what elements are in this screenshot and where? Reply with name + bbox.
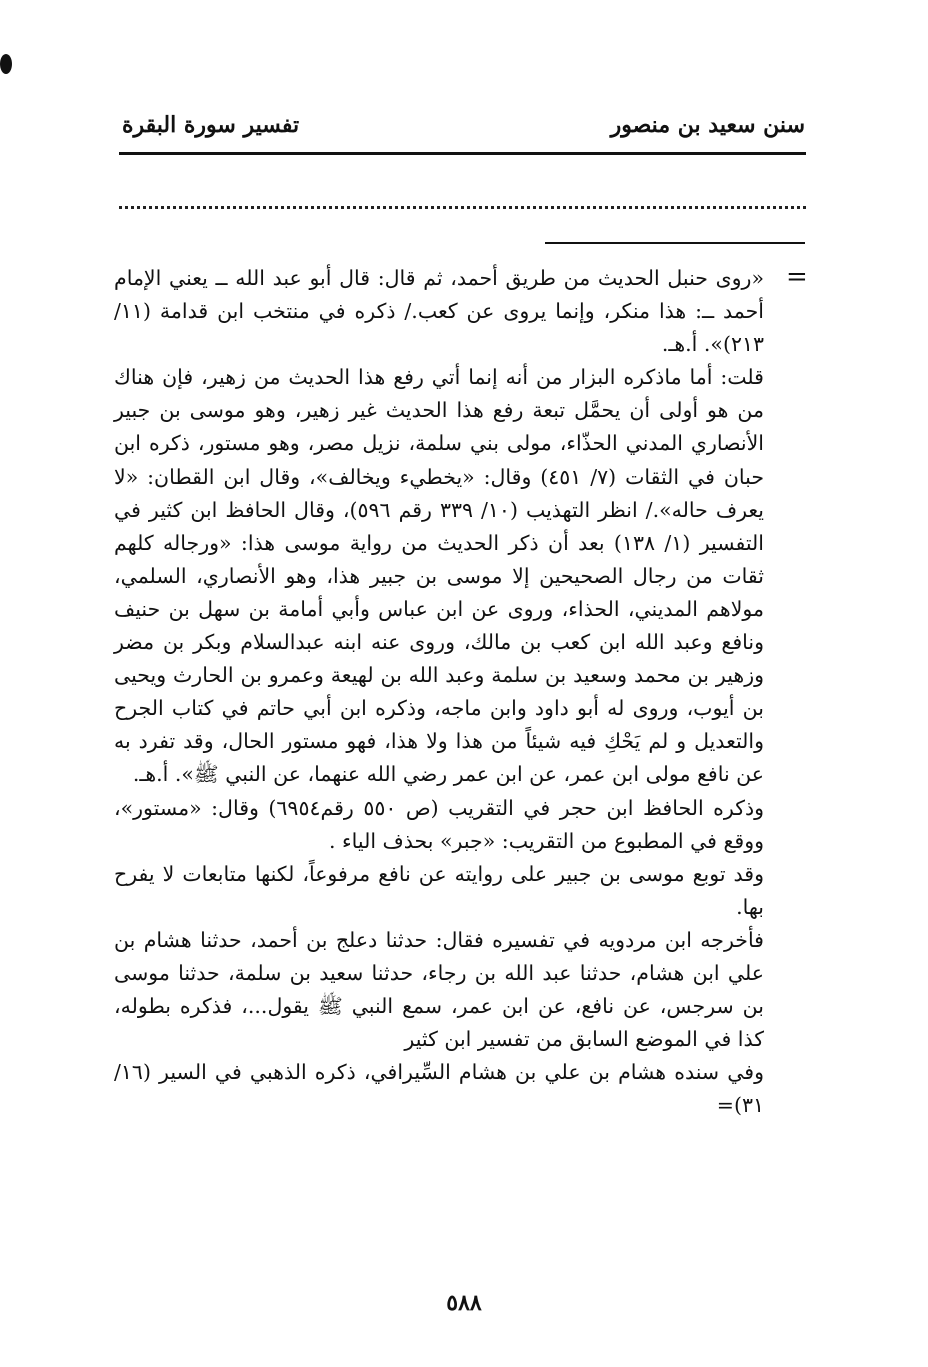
page-number: ٥٨٨ xyxy=(446,1290,482,1316)
dotted-separator xyxy=(119,206,806,209)
book-title-header: سنن سعيد بن منصور xyxy=(610,112,805,138)
footnote-paragraph: «روى حنبل الحديث من طريق أحمد، ثم قال: قال أبو عبد الله ــ يعني الإمام أحمد ــ: هذا منكر، وإنما يروى عن كعب./ ذكره في منتخب ابن قدامة (١١/ ٢١٣)». أ.هـ. xyxy=(114,266,764,357)
footnote-continuation-mark: = xyxy=(786,262,808,292)
chapter-title-header: تفسير سورة البقرة xyxy=(122,112,300,138)
footnote-divider xyxy=(545,242,805,244)
binding-mark xyxy=(0,54,12,74)
header-divider xyxy=(119,152,806,155)
footnote-paragraph: وذكره الحافظ ابن حجر في التقريب (ص ٥٥٠ رقم٦٩٥٤) وقال: «مستور»، ووقع في المطبوع من التقريب: «جبر» بحذف الياء . xyxy=(114,795,764,853)
footnote-paragraph: وقد توبع موسى بن جبير على روايته عن نافع مرفوعاً، لكنها متابعات لا يفرح بها. xyxy=(114,861,764,919)
footnote-paragraph: فأخرجه ابن مردويه في تفسيره فقال: حدثنا دعلج بن أحمد، حدثنا هشام بن علي ابن هشام، حدثنا عبد الله بن رجاء، حدثنا سعيد بن سلمة، حدثنا موسى بن سرجس، عن نافع، عن ابن عمر، سمع النبي ﷺ يقول...، فذكره بطوله، كذا في الموضع السابق من تفسير ابن كثير xyxy=(114,927,764,1052)
footnote-paragraph: وفي سنده هشام بن علي بن هشام السِّيرافي، ذكره الذهبي في السير (١٦/ ٣١)= xyxy=(114,1060,764,1118)
footnote-paragraph: قلت: أما ماذكره البزار من أنه إنما أتي رفع هذا الحديث من زهير، فإن هناك من هو أولى أن يحمَّل تبعة رفع هذا الحديث غير زهير، وهو موسى بن جبير الأنصاري المدني الحذّاء، مولى بني سلمة، نزيل مصر، وهو مستور، ذكره ابن حبان في الثقات (٧/ ٤٥١) وقال: «يخطيء ويخالف»، وقال ابن القطان: «لا يعرف حاله»./ انظر التهذيب (١٠/ ٣٣٩ رقم ٥٩٦)، وقال الحافظ ابن كثير في التفسير (١/ ١٣٨) بعد أن ذكر الحديث من رواية موسى هذا: «ورجاله كلهم ثقات من رجال الصحيحين إلا موسى بن جبير هذا، وهو الأنصاري، السلمي، مولاهم المديني، الحذاء، وروى عن ابن عباس وأبي أمامة بن سهل بن حنيف ونافع وعبد الله ابن كعب بن مالك، وروى عنه ابنه عبدالسلام وبكر بن مضر وزهير بن محمد وسعيد بن سلمة وعبد الله بن لهيعة وعمرو بن الحارث ويحيى بن أيوب، وروى له أبو داود وابن ماجه، وذكره ابن أبي حاتم في كتاب الجرح والتعديل و لم يَحْكِ فيه شيئاً من هذا ولا هذا، فهو مستور الحال، وقد تفرد به عن نافع مولى ابن عمر، عن ابن عمر رضي الله عنهما، عن النبي ﷺ». أ.هـ. xyxy=(114,365,764,787)
footnote-body xyxy=(114,262,764,1122)
